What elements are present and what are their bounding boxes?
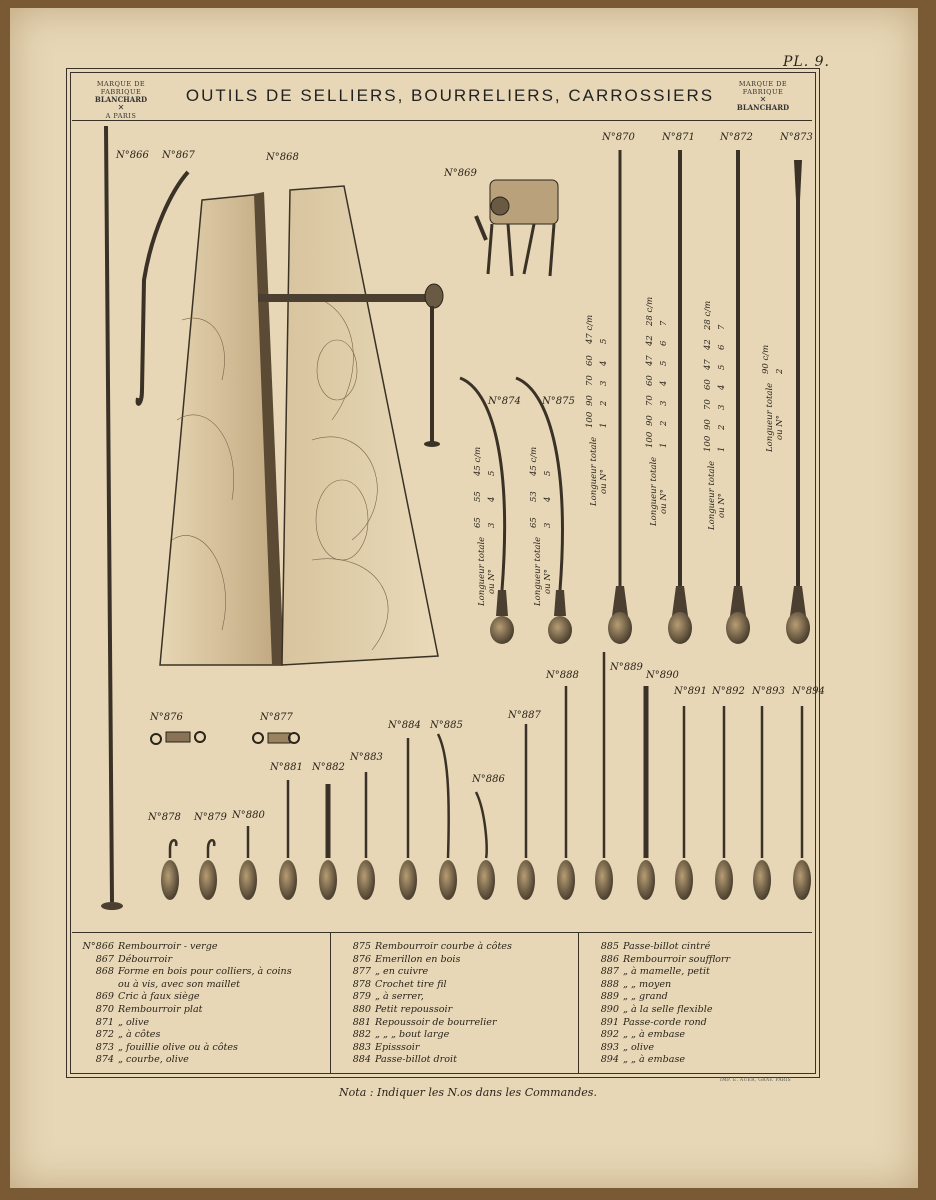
size-871-number: 4 (659, 380, 669, 386)
tool-872 (726, 150, 750, 644)
page-title: OUTILS DE SELLIERS, BOURRELIERS, CARROSSIERS (185, 86, 715, 105)
tool-handle (319, 860, 337, 900)
size-871-number: 7 (659, 320, 669, 326)
legend-item-number: 889 (600, 991, 619, 1003)
size-table-872 (703, 301, 727, 531)
tool-874 (460, 378, 514, 644)
size-870-length: 90 (585, 395, 595, 406)
legend-table (72, 932, 812, 1073)
legend-row (82, 1029, 326, 1042)
size-871-length: 100 (645, 431, 655, 448)
size-872-length: 47 (703, 359, 713, 370)
label-879: N°879 (194, 812, 227, 823)
size-870-length: 100 (585, 411, 595, 428)
legend-item-description: „ olive (623, 1041, 655, 1053)
legend-item-number: 883 (352, 1041, 371, 1053)
legend-item-number: 880 (352, 1003, 371, 1015)
tools-illustration (72, 120, 825, 932)
tool-shaft (476, 792, 487, 858)
legend-item-description: „ olive (118, 1016, 150, 1028)
tool-handle (439, 860, 457, 900)
legend-item-description: Emerillon en bois (375, 953, 461, 965)
size-871-number: 2 (659, 420, 669, 426)
legend-item-description: „ courbe, olive (118, 1054, 189, 1066)
size-870-length: 60 (585, 355, 595, 366)
legend-column-3 (578, 933, 822, 1073)
tool-handle (595, 860, 613, 900)
label-882: N°882 (312, 762, 345, 773)
legend-item-number: 886 (600, 953, 619, 965)
size-table-873-label: Longueur totale (765, 382, 775, 452)
legend-item-number: 894 (600, 1054, 619, 1066)
size-872-number: 7 (717, 324, 727, 330)
legend-item-description: „ fouillie olive ou à côtes (118, 1041, 238, 1053)
legend-item-description: Episssoir (375, 1041, 420, 1053)
label-875: N°875 (542, 396, 575, 407)
legend-item-number: 882 (352, 1029, 371, 1041)
size-871-number: 1 (659, 442, 669, 448)
legend-item-number: 870 (95, 1003, 114, 1015)
label-884: N°884 (388, 720, 421, 731)
tool-handle (675, 860, 693, 900)
legend-row (82, 966, 326, 979)
legend-item-number: 891 (600, 1016, 619, 1028)
legend-row (82, 979, 326, 992)
legend-item-description: Passe-billot cintré (623, 941, 711, 952)
label-886: N°886 (472, 774, 505, 785)
size-872-length: 28 c/m (703, 300, 713, 330)
label-877: N°877 (260, 712, 293, 723)
legend-item-number: 893 (600, 1041, 619, 1053)
legend-item-number: 867 (95, 953, 114, 965)
size-870-number: 5 (599, 338, 609, 344)
tool-867-hook (138, 172, 188, 404)
size-870-number: 1 (599, 422, 609, 428)
size-table-872-label: Longueur totale (707, 460, 717, 530)
size-875-length: 45 c/m (529, 446, 539, 476)
size-table-870-label: Longueur totale (589, 436, 599, 506)
size-875-number: 4 (543, 496, 553, 502)
size-table-871-label2: ou N° (659, 489, 669, 514)
size-table-873-label2: ou N° (775, 415, 785, 440)
size-870-number: 2 (599, 400, 609, 406)
label-867: N°867 (162, 150, 195, 161)
trademark-right-line1: MARQUE DE FABRIQUE (738, 80, 788, 96)
label-872: N°872 (720, 132, 753, 143)
legend-item-description: Cric à faux siège (118, 991, 200, 1003)
label-878: N°878 (148, 812, 181, 823)
tool-handle (557, 860, 575, 900)
size-874-length: 45 c/m (473, 446, 483, 476)
legend-row (587, 1004, 822, 1017)
legend-row (587, 991, 822, 1004)
tool-shaft (438, 734, 449, 858)
tool-handle (399, 860, 417, 900)
size-871-number: 5 (659, 360, 669, 366)
label-870: N°870 (602, 132, 635, 143)
tool-875 (516, 378, 572, 644)
size-871-length: 60 (645, 375, 655, 386)
legend-item-number: 868 (95, 966, 114, 978)
tool-handle (637, 860, 655, 900)
label-894: N°894 (792, 686, 825, 697)
size-table-874-label2: ou N° (487, 569, 497, 594)
legend-item-number: 878 (352, 978, 371, 990)
tool-handle (517, 860, 535, 900)
tool-873 (786, 160, 810, 644)
legend-row (339, 1042, 574, 1055)
legend-item-description: Crochet tire fil (375, 978, 447, 990)
label-869: N°869 (444, 168, 477, 179)
size-874-number: 4 (487, 496, 497, 502)
legend-row (339, 1029, 574, 1042)
tool-handle (199, 860, 217, 900)
label-889: N°889 (610, 662, 643, 673)
label-883: N°883 (350, 752, 383, 763)
label-887: N°887 (508, 710, 541, 721)
legend-item-description: Débourroir (118, 953, 173, 965)
legend-item-number: 877 (352, 966, 371, 978)
size-872-number: 6 (717, 344, 727, 350)
size-870-length: 47 c/m (585, 314, 595, 344)
legend-row (587, 979, 822, 992)
label-880: N°880 (232, 810, 265, 821)
legend-row (82, 1042, 326, 1055)
size-873-length: 90 c/m (761, 344, 771, 374)
legend-row (339, 954, 574, 967)
legend-item-number: 885 (600, 941, 619, 952)
legend-item-description: „ à serrer, (375, 991, 424, 1003)
legend-item-description: „ à côtes (118, 1029, 161, 1041)
label-892: N°892 (712, 686, 745, 697)
trademark-right (718, 80, 808, 112)
size-872-length: 90 (703, 419, 713, 430)
trademark-left (76, 80, 166, 120)
legend-row (587, 1017, 822, 1030)
legend-row (587, 1054, 822, 1067)
label-873: N°873 (780, 132, 813, 143)
legend-column-1 (82, 941, 326, 1067)
size-table-873 (761, 345, 785, 453)
legend-item-description: Rembourroir courbe à côtes (375, 941, 512, 952)
legend-row (82, 1017, 326, 1030)
legend-row (82, 1054, 326, 1067)
legend-item-number: 884 (352, 1054, 371, 1066)
size-table-872-label2: ou N° (717, 493, 727, 518)
tool-handle (715, 860, 733, 900)
tool-handle (239, 860, 257, 900)
size-875-number: 5 (543, 470, 553, 476)
size-table-871 (645, 297, 669, 527)
tool-866-rod (101, 126, 123, 910)
legend-item-description: Rembourroir plat (118, 1003, 203, 1015)
legend-row (339, 941, 574, 954)
size-870-length: 70 (585, 375, 595, 386)
label-874: N°874 (488, 396, 521, 407)
size-872-length: 70 (703, 399, 713, 410)
legend-item-number: 890 (600, 1003, 619, 1015)
legend-item-description: Passe-billot droit (375, 1054, 457, 1066)
tool-870 (608, 150, 632, 644)
plate-header (72, 76, 812, 121)
legend-item-number: 873 (95, 1041, 114, 1053)
legend-item-number: 887 (600, 966, 619, 978)
tool-handle (279, 860, 297, 900)
size-873-number: 2 (775, 368, 785, 374)
legend-row (339, 1017, 574, 1030)
label-876: N°876 (150, 712, 183, 723)
tool-handle (753, 860, 771, 900)
size-table-875-label2: ou N° (543, 569, 553, 594)
size-table-870 (585, 315, 609, 507)
tool-877-swivel (253, 733, 299, 743)
size-table-871-label: Longueur totale (649, 456, 659, 526)
order-note: Nota : Indiquer les N.os dans les Commandes. (339, 1086, 597, 1099)
size-872-number: 5 (717, 364, 727, 370)
label-866: N°866 (116, 150, 149, 161)
trademark-right-crossed-tools-icon: ✕ (759, 95, 767, 104)
legend-item-number: 876 (352, 953, 371, 965)
legend-row (339, 991, 574, 1004)
label-893: N°893 (752, 686, 785, 697)
legend-row (587, 941, 822, 954)
size-872-number: 2 (717, 424, 727, 430)
size-table-875-label: Longueur totale (533, 536, 543, 606)
size-table-870-label2: ou N° (599, 469, 609, 494)
legend-item-number: 872 (95, 1029, 114, 1041)
size-872-number: 3 (717, 404, 727, 410)
trademark-left-line1: MARQUE DE FABRIQUE (96, 80, 146, 96)
legend-item-description: Petit repoussoir (375, 1003, 453, 1015)
size-874-length: 55 (473, 491, 483, 502)
legend-item-number: 871 (95, 1016, 114, 1028)
size-871-number: 3 (659, 400, 669, 406)
size-871-length: 70 (645, 395, 655, 406)
size-871-number: 6 (659, 340, 669, 346)
trademark-crossed-tools-icon: ✕ (117, 103, 125, 112)
legend-row (339, 979, 574, 992)
legend-item-description: „ „ „ bout large (375, 1029, 450, 1041)
legend-item-description: „ à mamelle, petit (623, 966, 710, 978)
legend-row (587, 954, 822, 967)
tool-shaft (170, 840, 176, 858)
size-872-length: 60 (703, 379, 713, 390)
size-874-number: 5 (487, 470, 497, 476)
tool-handle (477, 860, 495, 900)
tool-handle (357, 860, 375, 900)
legend-column-2 (330, 933, 574, 1073)
size-871-length: 28 c/m (645, 296, 655, 326)
label-871: N°871 (662, 132, 695, 143)
label-868: N°868 (266, 152, 299, 163)
label-890: N°890 (646, 670, 679, 681)
size-table-874-label: Longueur totale (477, 536, 487, 606)
legend-row (587, 1029, 822, 1042)
size-871-length: 42 (645, 335, 655, 346)
size-871-length: 47 (645, 355, 655, 366)
legend-row (82, 941, 326, 954)
legend-item-number: 869 (95, 991, 114, 1003)
tool-869-cric (476, 180, 558, 276)
size-872-number: 4 (717, 384, 727, 390)
legend-item-number: 875 (352, 941, 371, 952)
legend-item-description: „ „ à embase (623, 1029, 686, 1041)
label-885: N°885 (430, 720, 463, 731)
size-870-number: 4 (599, 360, 609, 366)
tool-876-swivel (151, 732, 205, 744)
legend-item-description: „ à la selle flexible (623, 1003, 713, 1015)
legend-item-description: Passe-corde rond (623, 1016, 707, 1028)
label-881: N°881 (270, 762, 303, 773)
size-870-number: 3 (599, 380, 609, 386)
size-872-length: 100 (703, 435, 713, 452)
legend-item-number: 874 (95, 1054, 114, 1066)
tool-871 (668, 150, 692, 644)
legend-item-description: „ „ à embase (623, 1054, 686, 1066)
legend-row (339, 1054, 574, 1067)
label-891: N°891 (674, 686, 707, 697)
size-875-length: 53 (529, 491, 539, 502)
legend-item-number: 881 (352, 1016, 371, 1028)
tool-868-wooden-form (160, 186, 443, 665)
size-table-874 (473, 447, 497, 607)
size-874-number: 3 (487, 522, 497, 528)
size-table-875 (529, 447, 553, 607)
legend-item-description: Rembourroir soufflorr (623, 953, 731, 965)
trademark-left-city: A PARIS (105, 112, 137, 120)
size-875-length: 65 (529, 517, 539, 528)
legend-item-description: Repoussoir de bourrelier (375, 1016, 497, 1028)
size-872-length: 42 (703, 339, 713, 350)
legend-item-description: ou à vis, avec son maillet (118, 978, 241, 990)
legend-item-number: N°866 (82, 941, 114, 952)
printer-imprint: IMP. E. AUER, GRAV. PARIS (720, 1078, 792, 1083)
trademark-left-name: BLANCHARD (94, 95, 148, 104)
legend-item-number: 879 (352, 991, 371, 1003)
legend-row (587, 966, 822, 979)
legend-row (82, 1004, 326, 1017)
legend-row (339, 966, 574, 979)
legend-item-description: „ „ moyen (623, 978, 672, 990)
tool-shaft (208, 840, 214, 858)
legend-item-number: 892 (600, 1029, 619, 1041)
legend-row (82, 991, 326, 1004)
size-871-length: 90 (645, 415, 655, 426)
tool-handle (161, 860, 179, 900)
legend-item-number: 888 (600, 978, 619, 990)
plate-number: PL. 9. (783, 54, 830, 70)
trademark-right-name: BLANCHARD (736, 103, 790, 112)
label-888: N°888 (546, 670, 579, 681)
legend-item-description: „ en cuivre (375, 966, 429, 978)
legend-row (587, 1042, 822, 1055)
legend-item-description: Forme en bois pour colliers, à coins (118, 966, 292, 978)
legend-row (339, 1004, 574, 1017)
size-875-number: 3 (543, 522, 553, 528)
size-874-length: 65 (473, 517, 483, 528)
legend-row (82, 954, 326, 967)
tool-handle (793, 860, 811, 900)
size-872-number: 1 (717, 446, 727, 452)
legend-item-description: Rembourroir - verge (118, 941, 218, 952)
legend-item-description: „ „ grand (623, 991, 668, 1003)
